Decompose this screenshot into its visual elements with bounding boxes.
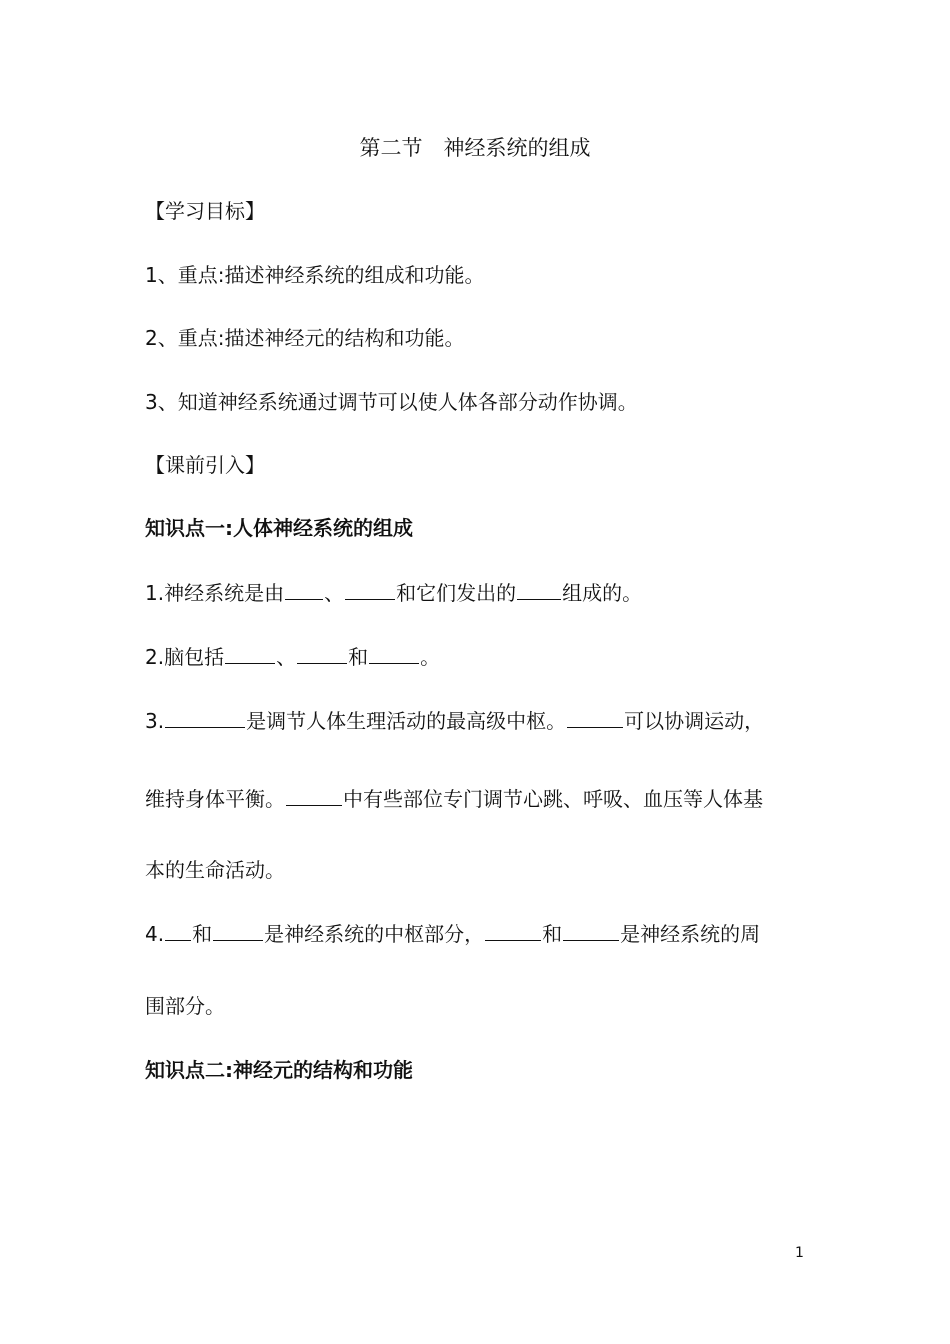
blank[interactable] <box>563 920 619 941</box>
question-4-line-2: 围部分。 <box>145 994 225 1018</box>
objective-item-3: 3、知道神经系统通过调节可以使人体各部分动作协调。 <box>145 390 638 414</box>
blank[interactable] <box>345 579 395 600</box>
knowledge-point-2-heading: 知识点二:神经元的结构和功能 <box>145 1058 413 1082</box>
blank[interactable] <box>485 920 541 941</box>
question-3-line-2: 维持身体平衡。 中有些部位专门调节心跳、呼吸、血压等人体基 <box>145 787 763 811</box>
blank[interactable] <box>567 707 623 728</box>
blank[interactable] <box>369 643 419 664</box>
objective-item-1: 1、重点:描述神经系统的组成和功能。 <box>145 263 485 287</box>
question-2: 2.脑包括 、 和 。 <box>145 645 441 669</box>
page-title: 第二节 神经系统的组成 <box>359 136 591 160</box>
blank[interactable] <box>225 643 275 664</box>
question-1: 1.神经系统是由 、 和它们发出的 组成的。 <box>145 581 643 605</box>
question-3: 3. 是调节人体生理活动的最高级中枢。 可以协调运动， <box>145 709 765 733</box>
objectives-heading: 【学习目标】 <box>145 199 265 223</box>
blank[interactable] <box>517 579 561 600</box>
page-number: 1 <box>795 1245 804 1261</box>
knowledge-point-1-heading: 知识点一:人体神经系统的组成 <box>145 516 413 540</box>
blank[interactable] <box>213 920 263 941</box>
blank[interactable] <box>285 579 323 600</box>
question-3-line-3: 本的生命活动。 <box>145 858 285 882</box>
objective-item-2: 2、重点:描述神经元的结构和功能。 <box>145 326 465 350</box>
intro-heading: 【课前引入】 <box>145 453 265 477</box>
blank[interactable] <box>297 643 347 664</box>
question-4: 4. 和 是神经系统的中枢部分， 和 是神经系统的周 <box>145 922 761 946</box>
blank[interactable] <box>165 707 245 728</box>
blank[interactable] <box>286 785 342 806</box>
blank[interactable] <box>165 920 191 941</box>
